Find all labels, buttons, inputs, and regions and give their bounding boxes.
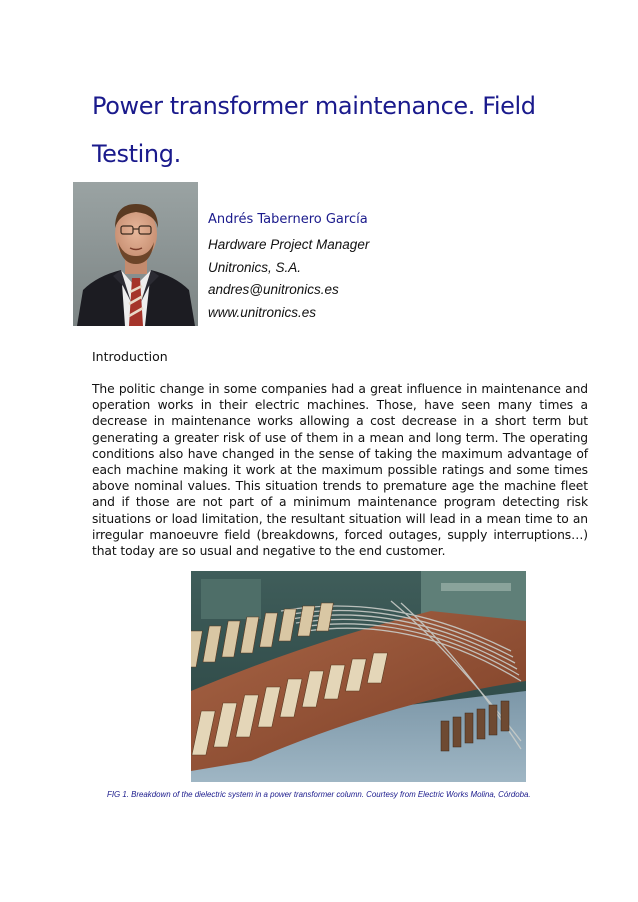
document-title: Power transformer maintenance. Field Testing. [92,92,536,168]
author-name: Andrés Tabernero García [208,212,368,227]
figure-transformer-photo [191,571,526,782]
author-info [208,211,508,324]
section-heading-introduction: Introduction [92,349,168,364]
introduction-paragraph: The politic change in some companies had a great influence in maintenance and operation works in their electric machines. Those, have seen many times a decrease in maintenance works allowing a cost decrease in a short term but generating a greater risk of use of them in a mean and long term. The operating conditions also have changed in the sense of taking the maximum advantage of each machine making it work at the maximum possible ratings and some times above nominal values. This situation trends to premature age the machine fleet and if those are not part of a minimum maintenance program detecting risk situations or load limitation, the resultant situation will lead in a mean time to an irregular manoeuvre field (breakdowns, forced outages, supply interruptions…) that today are so usual and negative to the end customer. [92,382,588,559]
author-email: andres@unitronics.es [208,282,339,297]
author-website: www.unitronics.es [208,304,317,320]
author-role: Hardware Project Manager [208,237,370,252]
figure-caption: FIG 1. Breakdown of the dielectric system in a power transformer column. Courtesy from Electric Works Molina, Córdoba. [107,790,531,799]
author-company: Unitronics, S.A. [208,259,302,275]
author-photo [73,182,198,326]
